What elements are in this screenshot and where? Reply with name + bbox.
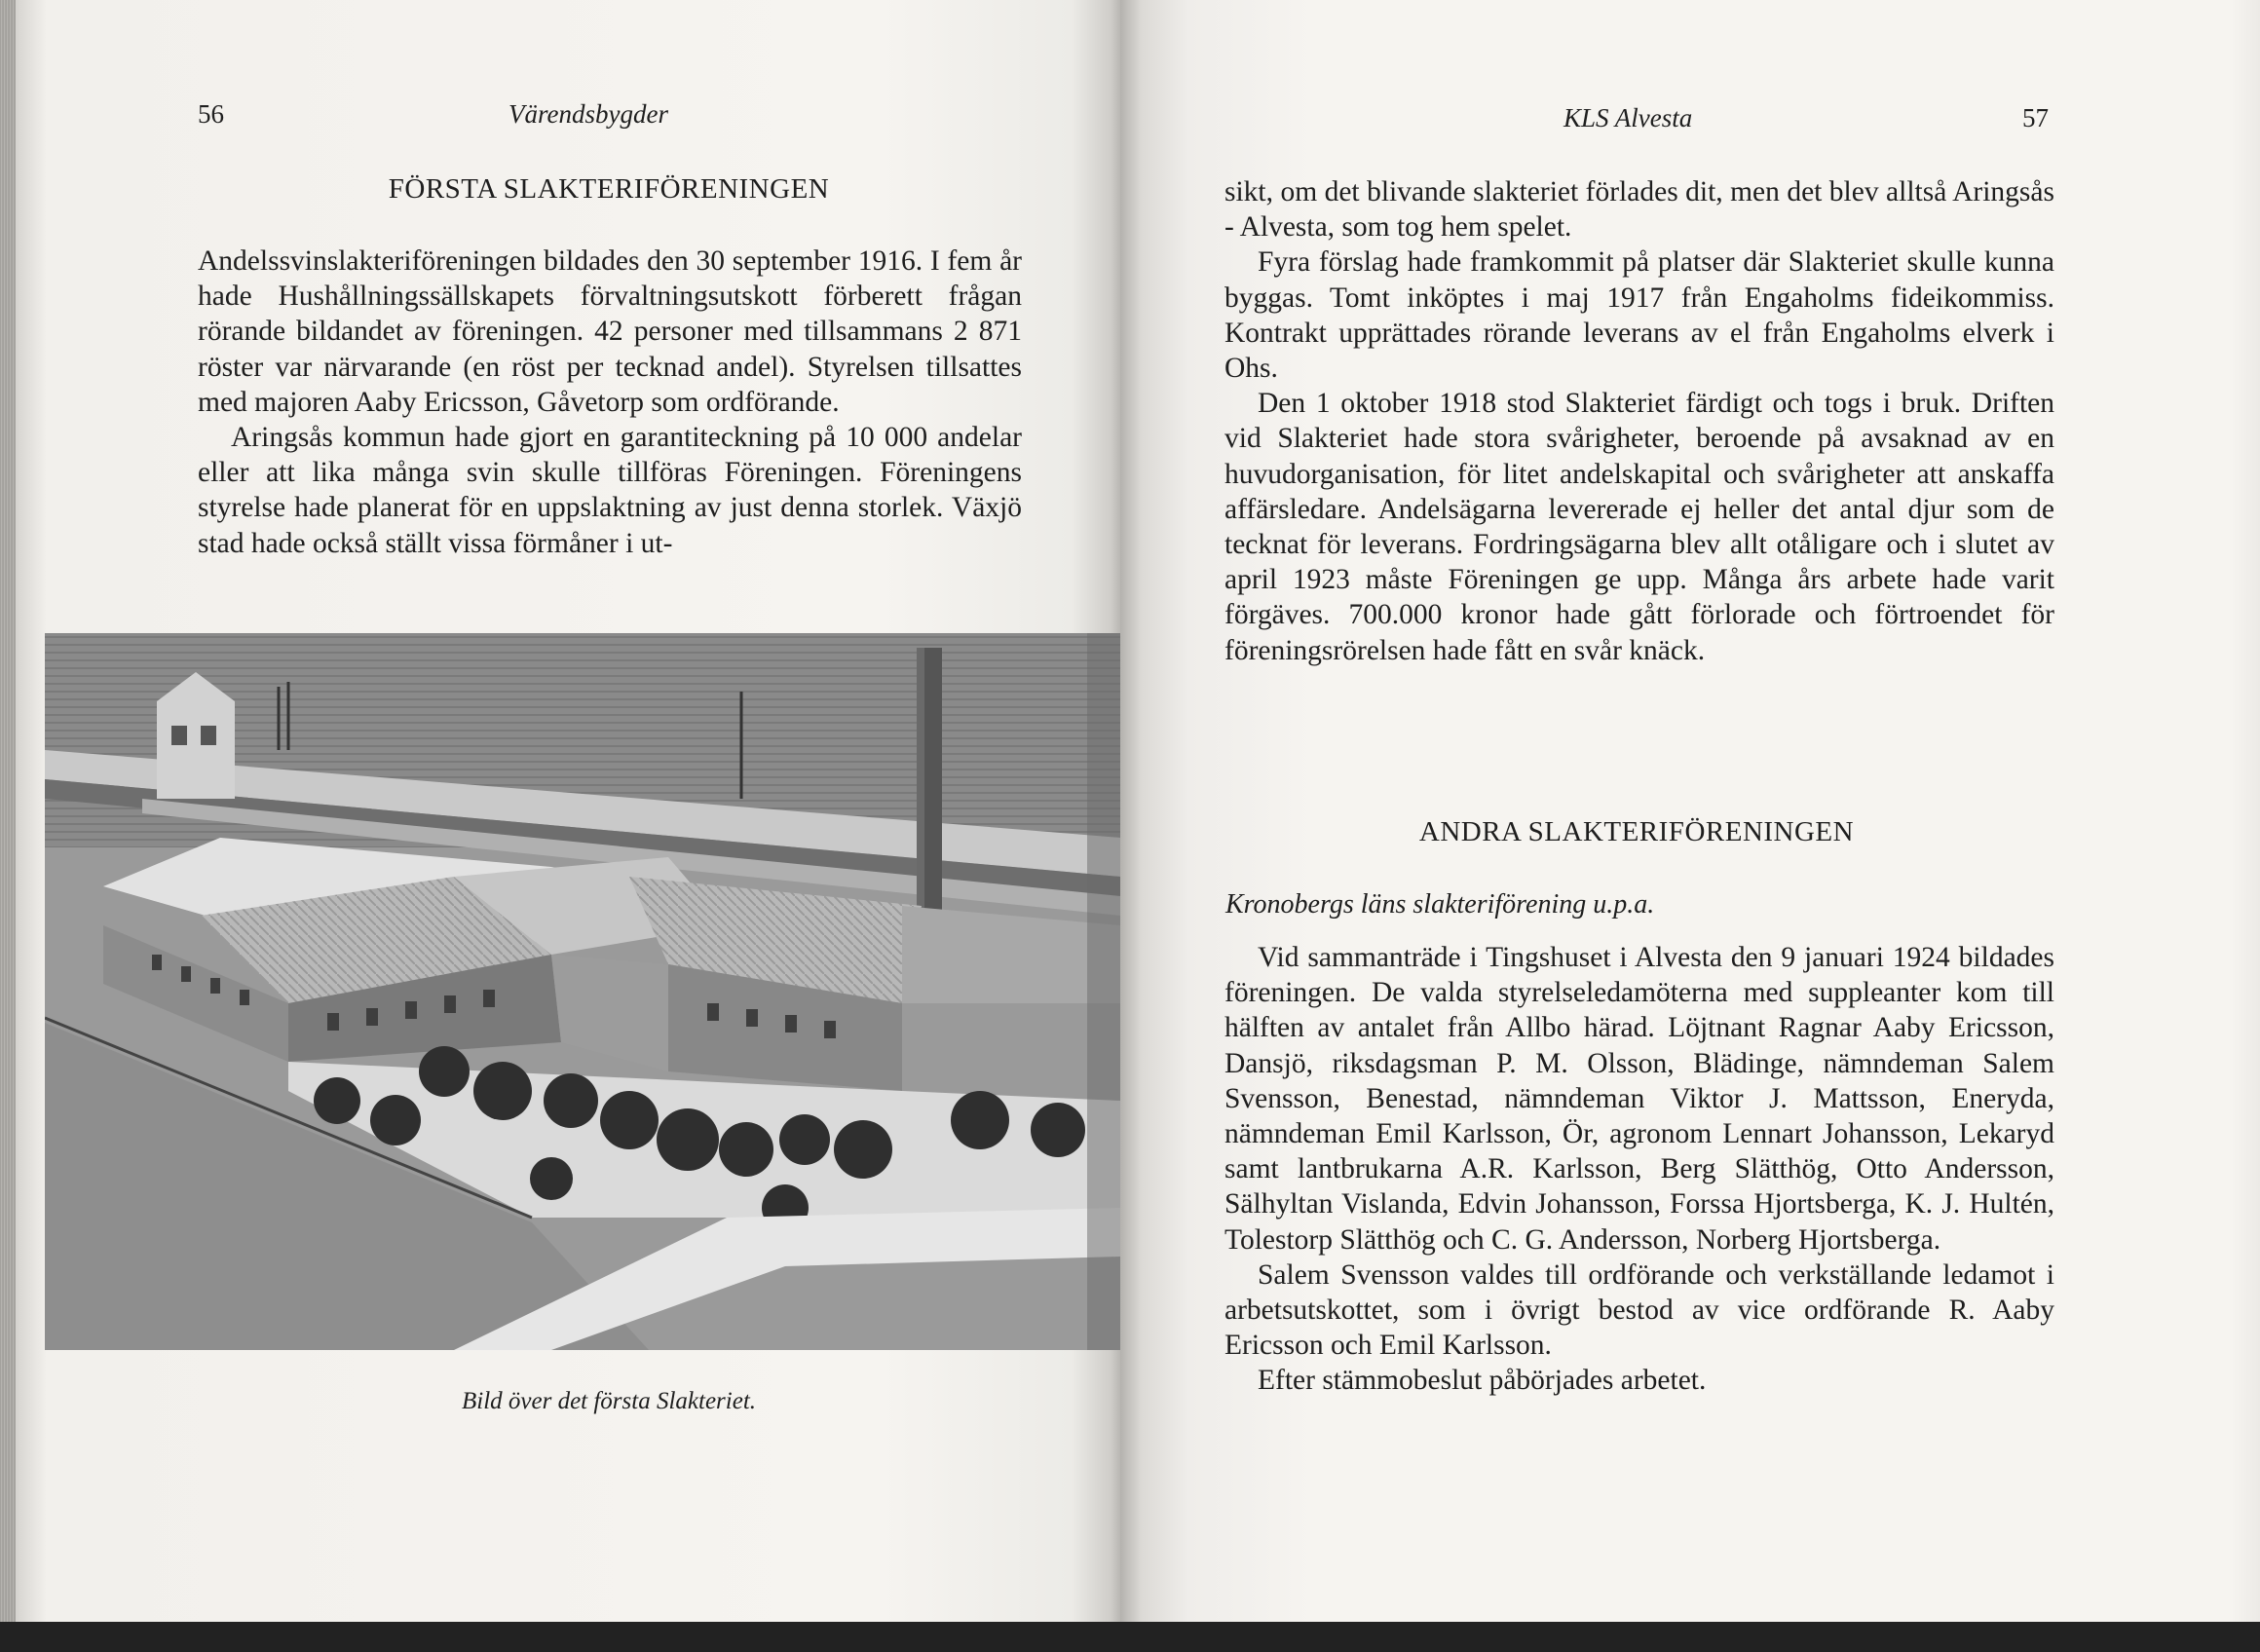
page-number-left: 56 bbox=[198, 99, 224, 129]
left-paragraph-2: Aringsås kommun hade gjort en garantiteckning på 10 000 andelar eller att lika många svin skulle tillföras Föreningen. Föreningens styrelse hade planerat för en uppslaktning av just denna storlek. Växjö stad hade också ställt vissa förmåner i ut- bbox=[198, 422, 1022, 559]
page-edges bbox=[0, 0, 16, 1622]
section-subtitle: Kronobergs läns slakteriförening u.p.a. bbox=[1225, 889, 1655, 920]
right-paragraph-3: Den 1 oktober 1918 stod Slakteriet färdigt och togs i bruk. Driften vid Slakteriet hade stora svårigheter, beroende på avsaknad av en huvudorganisation, för litet andelskapital och svårigheter att anskaffa affärsledare. Andelsägarna levererade ej heller det antal djur som de tecknat för leverans. Fordringsägarna blev allt otåligare och i slutet av april 1923 måste Föreningen ge upp. Många års arbete hade varit förgäves. 700.000 kronor hade gått förlorade och förtroendet för föreningsrörelsen hade fått en svår knäck. bbox=[1224, 388, 2054, 666]
right-paragraph-4: Vid sammanträde i Tingshuset i Alvesta den 9 januari 1924 bildades föreningen. De valda styrelseledamöterna med suppleanter kom till hälften av antalet från Allbo härad. Löjtnant Ragnar Aaby Ericsson, Dansjö, riksdagsman P. M. Olsson, Blädinge, nämndeman Salem Svensson, Benestad, nämndeman Viktor J. Mattsson, Eneryda, nämndeman Emil Karlsson, Ör, agronom Lennart Johansson, Lekaryd samt lantbrukarna A.R. Karlsson, Berg Slätthög, Otto Andersson, Sälhyltan Vislanda, Edvin Johansson, Forssa Hjortsberga, K. J. Hultén, Tolestorp Slätthög och C. G. Andersson, Norberg Hjortsberga. bbox=[1224, 942, 2054, 1256]
running-head-left: Värendsbygder bbox=[508, 99, 668, 129]
section-title-first: FÖRSTA SLAKTERIFÖRENINGEN bbox=[388, 173, 830, 205]
left-page bbox=[0, 0, 1120, 1622]
right-body-text-bottom bbox=[1224, 940, 2054, 1399]
slaughterhouse-photo bbox=[45, 633, 1120, 1350]
right-body-text-top bbox=[1224, 174, 2054, 668]
right-paragraph-6: Efter stämmobeslut påbörjades arbetet. bbox=[1258, 1365, 1707, 1397]
right-page bbox=[1120, 0, 2260, 1622]
left-body-text bbox=[198, 244, 1022, 561]
running-head-right: KLS Alvesta bbox=[1563, 103, 1693, 132]
section-title-second: ANDRA SLAKTERIFÖRENINGEN bbox=[1418, 816, 1855, 847]
right-paragraph-2: Fyra förslag hade framkommit på platser där Slakteriet skulle kunna byggas. Tomt inköptes i maj 1917 från Engaholms fideikommiss. Kontrakt upprättades rörande leverans av el från Engaholms elverk i Ohs. bbox=[1224, 246, 2054, 385]
left-paragraph-1: Andelssvinslakteriföreningen bildades den 30 september 1916. I fem år hade Hushållningssällskapets förvaltningsutskott förberett frågan rörande bildandet av föreningen. 42 personer med tillsammans 2 871 röster var närvarande (en röst per tecknad andel). Styrelsen tillsattes med majoren Aaby Ericsson, Gåvetorp som ordförande. bbox=[198, 245, 1022, 418]
scan-bottom-edge bbox=[0, 1622, 2260, 1652]
page-number-right: 57 bbox=[2022, 103, 2049, 132]
right-paragraph-1: sikt, om det blivande slakteriet förlades dit, men det blev alltså Aringsås - Alvesta, som tog hem spelet. bbox=[1224, 176, 2054, 244]
photo-caption: Bild över det första Slakteriet. bbox=[461, 1388, 757, 1414]
right-paragraph-5: Salem Svensson valdes till ordförande och verkställande ledamot i arbetsutskottet, som i övrigt bestod av vice ordförande R. Aaby Ericsson och Emil Karlsson. bbox=[1224, 1258, 2054, 1362]
